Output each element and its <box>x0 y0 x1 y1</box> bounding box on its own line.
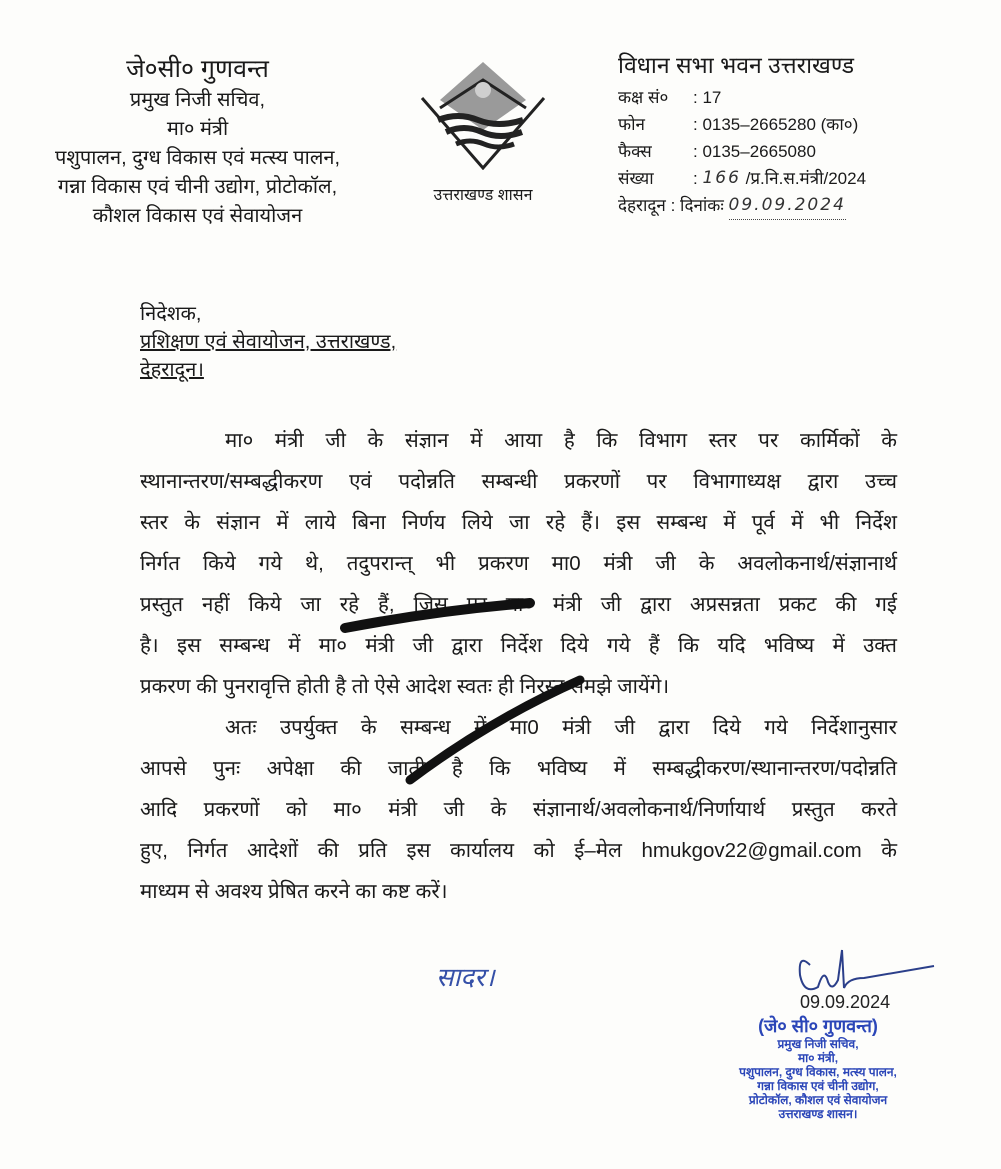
body-line: हुए, निर्गत आदेशों की प्रति इस कार्यालय को ई–मेल hmukgov22@gmail.com के <box>140 839 897 862</box>
sender-line: पशुपालन, दुग्ध विकास एवं मत्स्य पालन, <box>54 147 341 169</box>
phone-value: : 0135–2665280 (का०) <box>693 115 859 134</box>
closing-sadar: सादर। <box>436 962 495 992</box>
sender-block <box>20 52 375 231</box>
sender-line: कौशल विकास एवं सेवायोजन <box>92 205 303 227</box>
stamp-line: प्रमुख निजी सचिव, <box>777 1037 859 1051</box>
body-line: अतः उपर्युक्त के सम्बन्ध में मा0 मंत्री जी द्वारा दिये गये निर्देशानुसार <box>225 716 897 739</box>
body-line: आपसे पुनः अपेक्षा की जाती है कि भविष्य में सम्बद्धीकरण/स्थानान्तरण/पदोन्नति <box>140 757 897 780</box>
body-line: स्थानान्तरण/सम्बद्धीकरण एवं पदोन्नति सम्बन्धी प्रकरणों पर विभागाध्यक्ष द्वारा उच्च <box>140 470 897 493</box>
official-stamp <box>688 1015 948 1121</box>
addressee-city: देहरादून। <box>140 359 204 381</box>
body-line: प्रस्तुत नहीं किये जा रहे हैं, जिस पर मा० मंत्री जी द्वारा अप्रसन्नता प्रकट की गई <box>140 593 897 616</box>
stamp-line: मा० मंत्री, <box>797 1051 839 1065</box>
sender-line: गन्ना विकास एवं चीनी उद्योग, प्रोटोकॉल, <box>57 176 338 198</box>
stamp-line: गन्ना विकास एवं चीनी उद्योग, <box>757 1079 879 1093</box>
body-line: आदि प्रकरणों को मा० मंत्री जी के संज्ञानार्थ/अवलोकनार्थ/निर्णायार्थ प्रस्तुत करते <box>140 798 897 821</box>
stamp-name: (जे० सी० गुणवन्त) <box>758 1016 878 1036</box>
number-suffix: /प्र.नि.स.मंत्री/2024 <box>745 169 867 188</box>
room-label: कक्ष सं० <box>618 88 669 107</box>
phone-label: फोन <box>618 115 645 134</box>
body-line: है। इस सम्बन्ध में मा० मंत्री जी द्वारा निर्देश दिये गये हैं कि यदि भविष्य में उक्त <box>140 634 897 657</box>
sender-line: मा० मंत्री <box>166 118 229 140</box>
addressee-department: प्रशिक्षण एवं सेवायोजन, उत्तराखण्ड, <box>140 331 397 353</box>
fax-label: फैक्स <box>618 142 652 161</box>
stamp-line: उत्तराखण्ड शासन। <box>778 1107 858 1121</box>
addressee-block <box>140 300 396 384</box>
date-label: देहरादून : दिनांकः <box>618 196 724 215</box>
number-prefix: : <box>693 169 698 188</box>
room-value: : 17 <box>693 88 722 107</box>
stamp-line: पशुपालन, दुग्ध विकास, मत्स्य पालन, <box>739 1065 897 1079</box>
body-paragraph-1 <box>140 420 897 707</box>
sender-name: जे०सी० गुणवन्त <box>126 55 269 83</box>
number-handwritten: 166 <box>702 168 741 188</box>
office-title: विधान सभा भवन उत्तराखण्ड <box>618 52 855 78</box>
body-line: माध्यम से अवश्य प्रेषित करने का कष्ट करें। <box>140 880 448 903</box>
body-line: निर्गत किये गये थे, तदुपरान्त् भी प्रकरण मा0 मंत्री जी के अवलोकनार्थ/संज्ञानार्थ <box>140 552 897 575</box>
addressee-title: निदेशक, <box>140 303 202 325</box>
body-line: मा० मंत्री जी के संज्ञान में आया है कि विभाग स्तर पर कार्मिकों के <box>225 429 897 452</box>
body-line: प्रकरण की पुनरावृत्ति होती है तो ऐसे आदेश स्वतः ही निरस्त समझे जायेंगे। <box>140 675 670 698</box>
emblem-logo-icon <box>418 60 548 170</box>
stamp-line: प्रोटोकॉल, कौशल एवं सेवायोजन <box>748 1093 888 1107</box>
date-handwritten: 09.09.2024 <box>729 192 846 220</box>
body-paragraph-2 <box>140 707 897 912</box>
body-line: स्तर के संज्ञान में लाये बिना निर्णय लिये जा रहे हैं। इस सम्बन्ध में पूर्व में भी निर्देश <box>140 511 897 534</box>
emblem-caption: उत्तराखण्ड शासन <box>433 187 533 204</box>
number-label: संख्या <box>618 169 654 188</box>
uttarakhand-emblem <box>418 60 548 205</box>
signature-date: 09.09.2024 <box>800 992 891 1012</box>
office-block <box>618 48 866 220</box>
fax-value: : 0135–2665080 <box>693 142 816 161</box>
sender-line: प्रमुख निजी सचिव, <box>129 89 266 111</box>
